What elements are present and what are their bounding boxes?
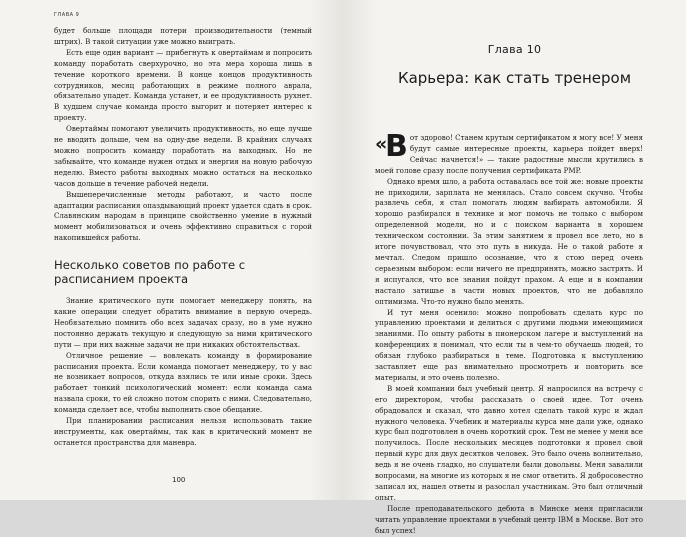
section-heading: Несколько советов по работе с расписанием проекта (54, 258, 246, 287)
paragraph: Вышеперечисленные методы работают, и часто после адаптации расписания опаздывающий проект удается сдать в срок. Славянским народам в принципе свойственно умение в нужный момент мобилизоваться и очень эффективно справиться с горой накопившейся работы. (54, 189, 312, 243)
right-page (343, 0, 686, 535)
paragraph: Знание критического пути помогает менеджеру понять, на какие операции следует обратить внимание в первую очередь. Необязательно помнить обо всех задачах сразу, но в уме нужно постоянно держать текущую и следующую за ними критического пути — при них важные задачи не при никаких обстоятельствах. (54, 296, 312, 349)
paragraph: И тут меня осенило: можно попробовать сделать курс по управлению проектами и делиться с другими людьми имеющимися знаниями. По опыту работы в пионерском лагере и выступлений на конференциях я понимал, что если ты в чем-то обучаешь людей, то обязан глубоко разбираться в теме. Подготовка к выступлению заставляет еще раз внимательно просмотреть и повторить все материалы, и это очень полезно. (375, 307, 643, 382)
chapter-title: Карьера: как стать тренером (397, 69, 632, 87)
left-page (0, 0, 343, 500)
right-text-column (375, 129, 643, 537)
opening-paragraph (375, 129, 643, 177)
opening-quote-mark: « (375, 133, 388, 155)
paragraph: будет больше площади потери производительности (темный штрих). В такой ситуации уже можно выиграть. (54, 26, 312, 46)
paragraph: В моей компании был учебный центр. Я напросился на встречу с его директором, чтобы рассказать о своей идее. Тот очень обрадовался и сказал, что давно хотел сделать такой курс и ждал нужного человека. Учебник и материалы курса мне дали уже, однако курс был подготовлен в очень короткий срок. Тем не менее у меня все получилось. После нескольких месяцев подготовки я провел свой первый курс для двух десятков человек. Это было очень волнительно, ведь я не очень гладко, но слушатели были довольны. Меня завалили вопросами, на многие из которых я не смог ответить. Я добросовестно записал их, нашел ответы и разослал участникам. Это был отличный опыт. (375, 383, 643, 502)
paragraph: Есть еще один вариант — прибегнуть к овертаймам и попросить команду поработать сверхурочно, но эта мера хороша лишь в течение короткого времени. В конце концов продуктивность сотрудников, месяц работающих в режиме полного аврала, обязательно упадет. Команда устанет, и ее продуктивность рухнет. В худшем случае команда просто выгорит и потеряет интерес к проекту. (54, 47, 312, 123)
drop-cap: В (385, 129, 408, 164)
paragraph: При планировании расписания нельзя использовать такие инструменты, как овертаймы, так как в критический момент не останется пространства для маневра. (54, 416, 312, 447)
paragraph: Отличное решение — вовлекать команду в формирование расписания проекта. Если команда помогает менеджеру, то у вас не возникает вопросов, откуда взялись те или иные сроки. Здесь работает тонкий психологический момент: если команда сама назвала сроки, то ей сложно потом спорить с ними. Следовательно, команда сделает все, чтобы выполнить свое обещание. (54, 350, 312, 415)
left-text-column (54, 26, 312, 449)
paragraph: от здорово! Станем крутым сертификатом я могу все! У меня будут самые интересные проекты, карьера пойдет вверх! Сейчас начнется!» — такие радостные мысли крутились в моей голове сразу после получения сертификата PMP. (375, 133, 643, 175)
page-number: 100 (172, 476, 186, 484)
paragraph: Овертаймы помогают увеличить продуктивность, но еще лучше не вводить дольше, чем на одну-две недели. В крайних случаях можно попросить команду поработать на выходных. Но не забывайте, что команде нужен отдых и энергия на новую рабочую неделю. Вместо работы выходных можно остаться на несколько часов дольше в течение рабочей недели. (54, 124, 312, 188)
running-head: ГЛАВА 9 (54, 12, 80, 18)
paragraph: После преподавательского дебюта в Минске меня пригласили читать управление проектами в учебный центр IBM в Москве. Вот это был успех! (375, 503, 643, 535)
chapter-label: Глава 10 (487, 43, 542, 56)
paragraph: Однако время шло, а работа оставалась все той же: новые проекты не приходили, зарплата не менялась. Стало совсем скучно. Чтобы развлечь себя, я стал помогать людям выбирать автомобили. Я хорошо разбирался в технике и мог помочь не только с выбором определенной модели, но и с поиском варианта в хорошем техническом состоянии. За этим занятием я провел все лето, но в итоге почувствовал, что это путь в никуда. Не о такой работе я мечтал. Следом пришло осознание, что я стою перед очень серьезным выбором: если ничего не предпринять, можно застрять. И я испугался, что все знания пойдут прахом. А еще и в компании настало затишье в части новых проектов, что не добавляло оптимизма. Что-то нужно было менять. (375, 176, 643, 306)
